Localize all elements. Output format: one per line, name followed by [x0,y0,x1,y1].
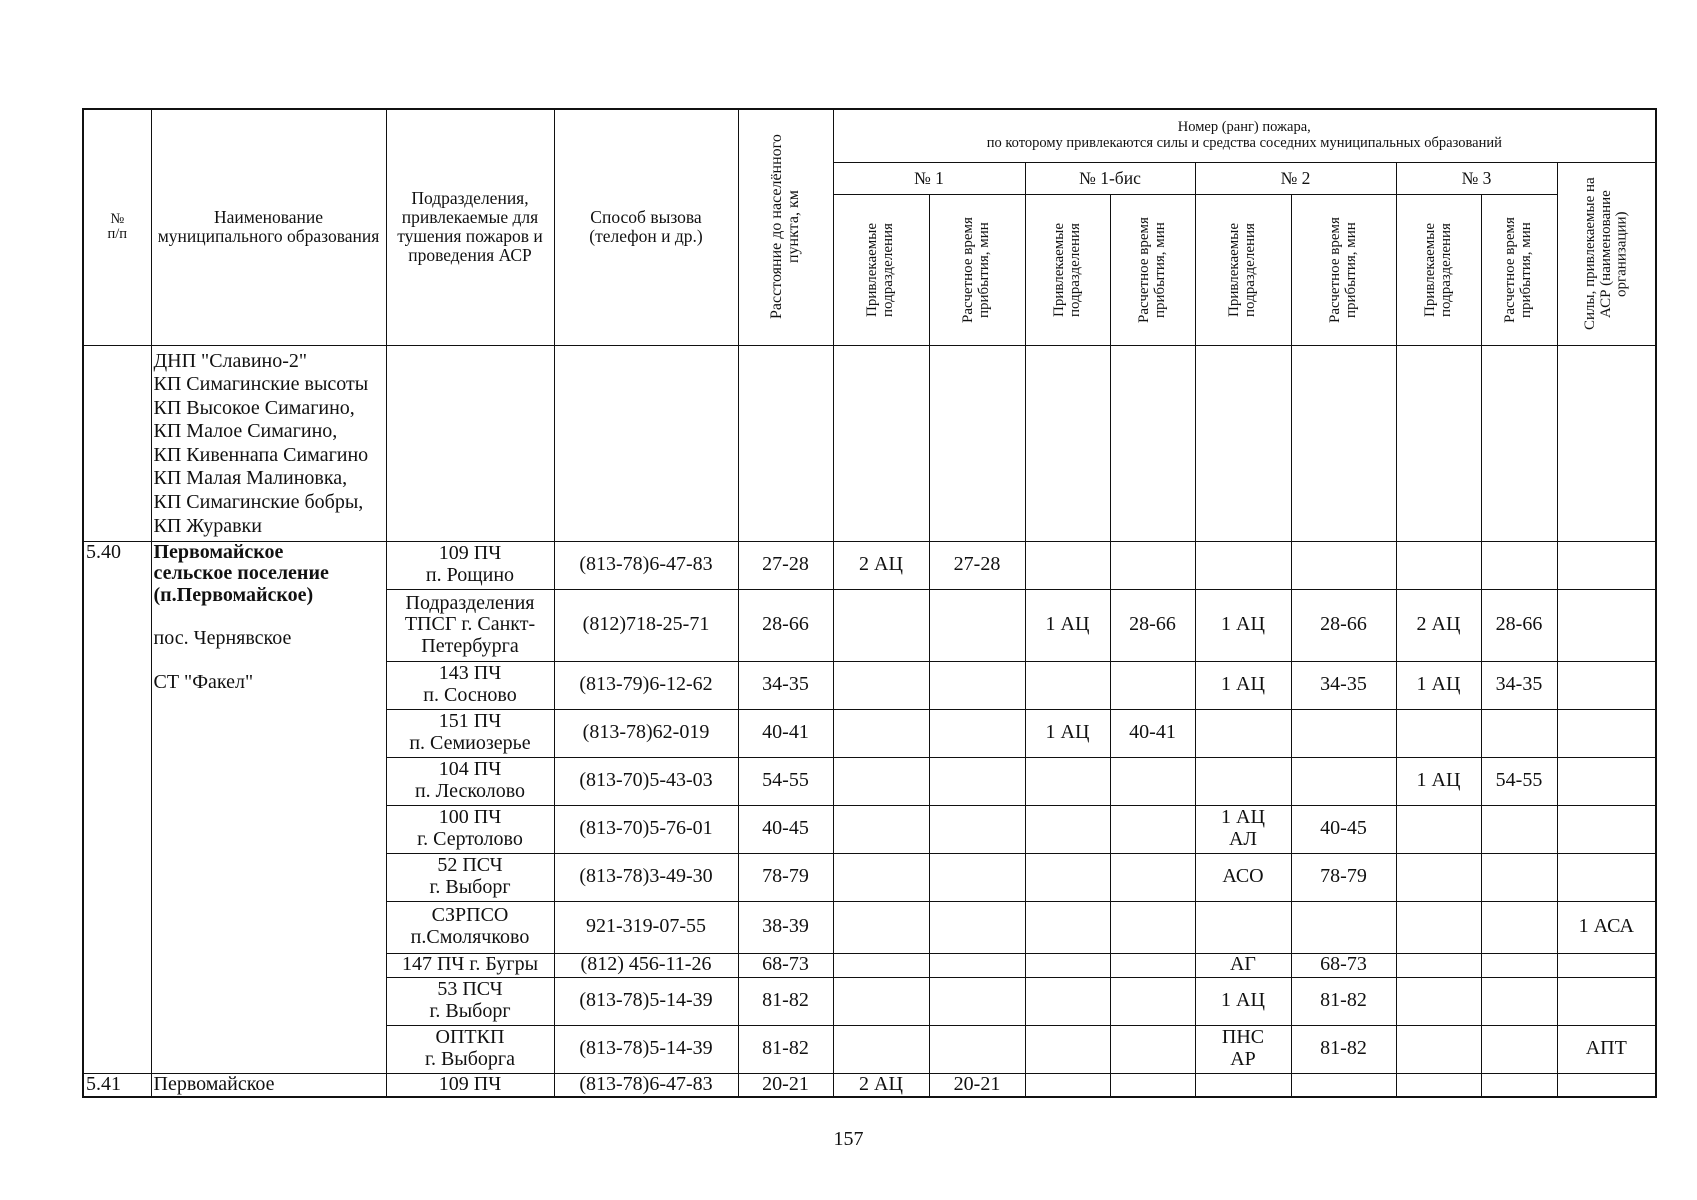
dist-cell: 68-73 [738,953,833,977]
r1t-cell: 20-21 [929,1073,1025,1097]
r1u-cell [833,661,929,709]
asr-cell [1557,853,1656,901]
r2u-cell: 1 АЦ [1195,589,1291,661]
header-r1-time: Расчетное время прибытия, мин [929,194,1025,345]
unit-cell: 147 ПЧ г. Бугры [386,953,554,977]
header-rank-1bis: № 1-бис [1025,162,1195,194]
r2t-cell [1291,757,1396,805]
r1bt-cell [1110,853,1195,901]
r3t-cell [1481,1025,1557,1073]
unit-cell: 151 ПЧ п. Семиозерье [386,709,554,757]
header-r3-units: Привлекаемые подразделения [1396,194,1481,345]
r1bt-cell [1110,661,1195,709]
r3u-cell [1396,953,1481,977]
r3u-cell [1396,541,1481,589]
page-number: 157 [833,1128,864,1150]
r1t-cell: 27-28 [929,541,1025,589]
mo-name: Первомайское сельское поселение (п.Первомайское) [153,541,329,606]
continuation-line: ДНП "Славино-2" [153,349,308,372]
r2t-cell: 28-66 [1291,589,1396,661]
r1u-cell [833,805,929,853]
empty-cell [1481,1073,1557,1097]
r1u-cell [833,589,929,661]
section-number: 5.41 [83,1073,151,1097]
unit-cell: ОПТКП г. Выборга [386,1025,554,1073]
r2u-cell: 1 АЦ АЛ [1195,805,1291,853]
empty-cell [1195,1073,1291,1097]
r2u-cell: ПНС АР [1195,1025,1291,1073]
continuation-line: КП Малая Малиновка, [153,467,348,490]
r1u-cell: 2 АЦ [833,1073,929,1097]
r2u-cell [1195,901,1291,953]
header-rank-3: № 3 [1396,162,1557,194]
dist-cell: 38-39 [738,901,833,953]
r1bt-cell: 40-41 [1110,709,1195,757]
fire-forces-table [82,108,1657,1098]
header-r2-time: Расчетное время прибытия, мин [1291,194,1396,345]
r3t-cell [1481,977,1557,1025]
dist-cell: 40-41 [738,709,833,757]
r3t-cell: 34-35 [1481,661,1557,709]
r1t-cell [929,589,1025,661]
r1bt-cell [1110,977,1195,1025]
r1bu-cell [1025,977,1110,1025]
asr-cell: АПТ [1557,1025,1656,1073]
r3t-cell [1481,805,1557,853]
phone-cell: (813-70)5-76-01 [554,805,738,853]
r1bu-cell [1025,1025,1110,1073]
asr-cell [1557,589,1656,661]
r1bt-cell: 28-66 [1110,589,1195,661]
r3t-cell: 28-66 [1481,589,1557,661]
r2t-cell [1291,901,1396,953]
r1u-cell: 2 АЦ [833,541,929,589]
phone-cell: (813-78)6-47-83 [554,541,738,589]
r2t-cell [1291,709,1396,757]
r3u-cell [1396,1025,1481,1073]
r1t-cell [929,1025,1025,1073]
r1u-cell [833,853,929,901]
phone-cell: (813-78)3-49-30 [554,853,738,901]
r3u-cell [1396,805,1481,853]
r3u-cell: 2 АЦ [1396,589,1481,661]
r1u-cell [833,901,929,953]
r3t-cell: 54-55 [1481,757,1557,805]
r1u-cell [833,709,929,757]
continuation-line: КП Малое Симагино, [153,420,338,443]
header-rank-2: № 2 [1195,162,1396,194]
phone-cell: (813-78)6-47-83 [554,1073,738,1097]
empty-cell [1110,1073,1195,1097]
r1bu-cell [1025,953,1110,977]
r1bt-cell [1110,901,1195,953]
r3u-cell [1396,977,1481,1025]
r3u-cell [1396,901,1481,953]
settlement-name: пос. Чернявское [153,627,292,650]
header-r1bis-units: Привлекаемые подразделения [1025,194,1110,345]
mo-name-cell [151,541,386,1073]
r1bu-cell [1025,661,1110,709]
mo-name: Первомайское [151,1073,386,1097]
phone-cell: (813-70)5-43-03 [554,757,738,805]
r1t-cell [929,805,1025,853]
empty-cell [1557,1073,1656,1097]
r3t-cell [1481,953,1557,977]
unit-cell: 109 ПЧ п. Рощино [386,541,554,589]
r2t-cell: 81-82 [1291,977,1396,1025]
section-number: 5.40 [83,541,151,1073]
r2t-cell: 34-35 [1291,661,1396,709]
header-rank-title: Номер (ранг) пожара, по которому привлекаются силы и средства соседних муниципальных образований [833,109,1656,162]
header-units: Подразделения, привлекаемые для тушения пожаров и проведения АСР [386,109,554,345]
continuation-line: КП Симагинские высоты [153,373,369,396]
unit-cell: 109 ПЧ [386,1073,554,1097]
dist-cell: 20-21 [738,1073,833,1097]
r3u-cell [1396,709,1481,757]
r1bu-cell: 1 АЦ [1025,589,1110,661]
header-num: № п/п [83,109,151,345]
r3u-cell: 1 АЦ [1396,661,1481,709]
dist-cell: 28-66 [738,589,833,661]
r1t-cell [929,853,1025,901]
empty-cell [1396,1073,1481,1097]
unit-cell: 53 ПСЧ г. Выборг [386,977,554,1025]
r1t-cell [929,901,1025,953]
empty-cell [1291,1073,1396,1097]
r2u-cell: АГ [1195,953,1291,977]
empty-cell [1025,1073,1110,1097]
asr-cell [1557,661,1656,709]
header-r1-units: Привлекаемые подразделения [833,194,929,345]
dist-cell: 81-82 [738,1025,833,1073]
r1t-cell [929,953,1025,977]
continuation-line: КП Кивеннапа Симагино [153,443,369,466]
r1bu-cell [1025,805,1110,853]
phone-cell: (813-78)5-14-39 [554,977,738,1025]
phone-cell: (812) 456-11-26 [554,953,738,977]
r1bu-cell: 1 АЦ [1025,709,1110,757]
continuation-row [83,345,1656,541]
asr-cell: 1 АСА [1557,901,1656,953]
r2u-cell [1195,541,1291,589]
phone-cell: (813-78)62-019 [554,709,738,757]
r2u-cell: 1 АЦ [1195,661,1291,709]
r3t-cell [1481,709,1557,757]
header-distance: Расстояние до населённого пункта, км [738,109,833,345]
asr-cell [1557,541,1656,589]
phone-cell: 921-319-07-55 [554,901,738,953]
dist-cell: 34-35 [738,661,833,709]
r1bt-cell [1110,953,1195,977]
r1t-cell [929,757,1025,805]
r1bt-cell [1110,541,1195,589]
header-call-method: Способ вызова (телефон и др.) [554,109,738,345]
r1t-cell [929,977,1025,1025]
unit-cell: 104 ПЧ п. Лесколово [386,757,554,805]
unit-cell: 100 ПЧ г. Сертолово [386,805,554,853]
r1bu-cell [1025,901,1110,953]
unit-cell: СЗРПСО п.Смолячково [386,901,554,953]
r2t-cell: 68-73 [1291,953,1396,977]
continuation-line: КП Высокое Симагино, [153,396,355,419]
r1u-cell [833,1025,929,1073]
settlement-name: СТ "Факел" [153,670,254,693]
continuation-list [151,345,386,541]
unit-cell: 143 ПЧ п. Сосново [386,661,554,709]
asr-cell [1557,953,1656,977]
table-row [83,1073,1656,1097]
r1bt-cell [1110,805,1195,853]
r2u-cell [1195,709,1291,757]
header-r3-time: Расчетное время прибытия, мин [1481,194,1557,345]
r3u-cell: 1 АЦ [1396,757,1481,805]
phone-cell: (812)718-25-71 [554,589,738,661]
header-rank-1: № 1 [833,162,1025,194]
r3t-cell [1481,901,1557,953]
header-mo-name: Наименование муниципального образования [151,109,386,345]
r2t-cell [1291,541,1396,589]
r2t-cell: 81-82 [1291,1025,1396,1073]
header-r1bis-time: Расчетное время прибытия, мин [1110,194,1195,345]
asr-cell [1557,805,1656,853]
dist-cell: 40-45 [738,805,833,853]
r1u-cell [833,757,929,805]
dist-cell: 78-79 [738,853,833,901]
r1t-cell [929,661,1025,709]
r1t-cell [929,709,1025,757]
r2u-cell [1195,757,1291,805]
dist-cell: 81-82 [738,977,833,1025]
unit-cell: 52 ПСЧ г. Выборг [386,853,554,901]
r2u-cell: 1 АЦ [1195,977,1291,1025]
r1bu-cell [1025,757,1110,805]
r1bt-cell [1110,757,1195,805]
r3t-cell [1481,853,1557,901]
r1bu-cell [1025,541,1110,589]
dist-cell: 54-55 [738,757,833,805]
r2u-cell: АСО [1195,853,1291,901]
dist-cell: 27-28 [738,541,833,589]
r3t-cell [1481,541,1557,589]
phone-cell: (813-79)6-12-62 [554,661,738,709]
r1u-cell [833,953,929,977]
r1u-cell [833,977,929,1025]
r3u-cell [1396,853,1481,901]
asr-cell [1557,709,1656,757]
header-r2-units: Привлекаемые подразделения [1195,194,1291,345]
phone-cell: (813-78)5-14-39 [554,1025,738,1073]
r2t-cell: 78-79 [1291,853,1396,901]
r2t-cell: 40-45 [1291,805,1396,853]
r1bt-cell [1110,1025,1195,1073]
r1bu-cell [1025,853,1110,901]
asr-cell [1557,757,1656,805]
header-asr-forces: Силы, привлекаемые на АСР (наименование организации) [1557,162,1656,345]
continuation-line: КП Журавки [153,514,262,537]
asr-cell [1557,977,1656,1025]
table-row [83,541,1656,589]
unit-cell: Подразделения ТПСГ г. Санкт- Петербурга [386,589,554,661]
continuation-line: КП Симагинские бобры, [153,491,364,514]
